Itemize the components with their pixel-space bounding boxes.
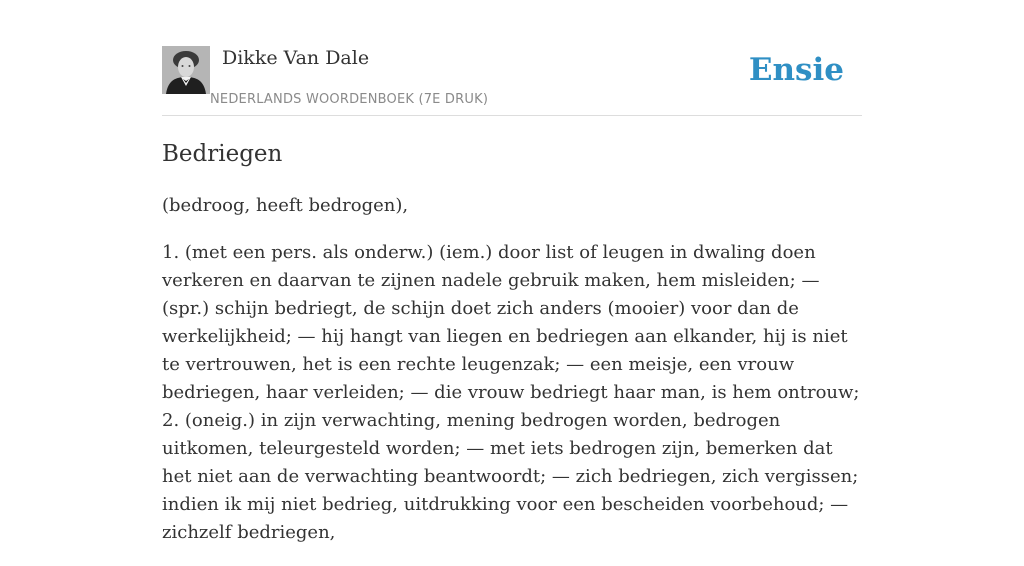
- author-name[interactable]: Dikke Van Dale: [222, 47, 370, 69]
- entry-definitions: [162, 239, 862, 547]
- ensie-logo[interactable]: Ensie: [748, 52, 844, 88]
- portrait-image: [162, 46, 210, 94]
- entry-content: [162, 192, 862, 566]
- source-title[interactable]: NEDERLANDS WOORDENBOEK (7E DRUK): [210, 92, 489, 107]
- entry-forms: (bedroog, heeft bedrogen),: [162, 195, 409, 216]
- entry-title: Bedriegen: [162, 141, 283, 167]
- author-avatar[interactable]: [162, 46, 210, 94]
- definition-1: 1. (met een pers. als onderw.) (iem.) door list of leugen in dwaling doen verkeren en daarvan te zijnen nadele gebruik maken, hem misleiden; — (spr.) schijn bedriegt, de schijn doet zich anders (mooier) voor dan de werkelijkheid; — hij hangt van liegen en bedriegen aan elkander, hij is niet te vertrouwen, het is een rechte leugenzak; — een meisje, een vrouw bedriegen, haar verleiden; — die vrouw bedriegt haar man, is hem ontrouw;: [162, 242, 860, 403]
- definition-2: 2. (oneig.) in zijn verwachting, mening bedrogen worden, bedrogen uitkomen, teleurgesteld worden; — met iets bedrogen zijn, bemerken dat het niet aan de verwachting beantwoordt; — zich bedriegen, zich vergissen; indien ik mij niet bedrieg, uitdrukking voor een bescheiden voorbehoud; — zichzelf bedriegen,: [162, 410, 859, 543]
- source-header: [162, 46, 862, 116]
